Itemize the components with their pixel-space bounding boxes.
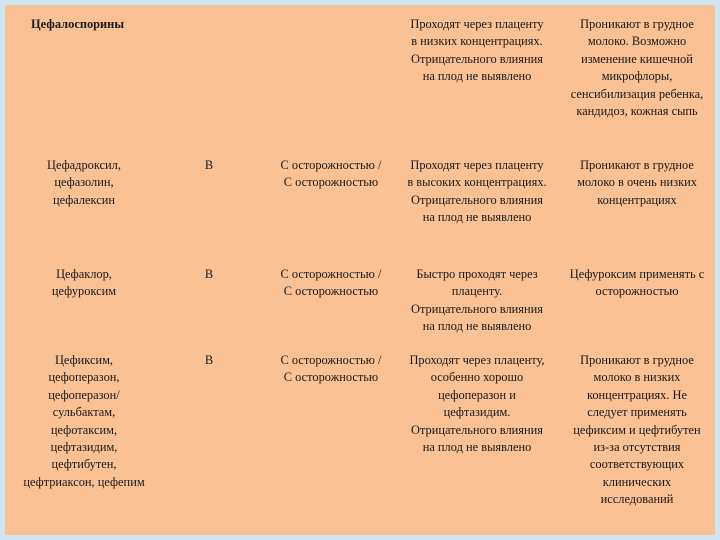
row-3-category: B — [204, 353, 214, 367]
row-2-category: B — [204, 267, 214, 281]
row-3-use: С осторожностью / С осторожностью — [280, 353, 382, 385]
row-3-placenta: Проходят через плаценту, особенно хорошо цефоперазон и цефтазидим. Отрицательного влияния на плод не выявлено — [409, 353, 545, 455]
row-1-placenta: Проходят через плаценту в высоких концентрациях. Отрицательного влияния на плод не выявлено — [407, 158, 547, 225]
row-3-breast-milk: Проникают в грудное молоко в низких концентрациях. Не следует применять цефиксим и цефтибутен из-за отсутствия соответствующих клинических исследований — [573, 353, 701, 507]
row-2-drugs: Цефаклор, цефуроксим — [51, 267, 117, 299]
row-1-drugs: Цефадроксил, цефазолин, цефалексин — [47, 158, 121, 207]
row-1-category: B — [204, 158, 214, 172]
header-drug-class: Цефалоспорины — [31, 17, 124, 31]
row-2-use: С осторожностью / С осторожностью — [280, 267, 382, 299]
header-breast-milk: Проникают в грудное молоко. Возможно изменение кишечной микрофлоры, сенсибилизация ребенка, кандидоз, кожная сыпь — [570, 17, 704, 119]
row-1-use: С осторожностью / С осторожностью — [280, 158, 382, 190]
row-3-drugs: Цефиксим, цефоперазон, цефоперазон/ сульбактам, цефотаксим, цефтазидим, цефтибутен, цефтриаксон, цефепим — [23, 353, 145, 489]
header-placenta: Проходят через плаценту в низких концентрациях. Отрицательного влияния на плод не выявлено — [410, 17, 544, 84]
row-1-breast-milk: Проникают в грудное молоко в очень низких концентрациях — [577, 158, 697, 207]
row-2-placenta: Быстро проходят через плаценту. Отрицательного влияния на плод не выявлено — [411, 267, 543, 334]
row-2-breast-milk: Цефуроксим применять с осторожностью — [569, 267, 705, 299]
